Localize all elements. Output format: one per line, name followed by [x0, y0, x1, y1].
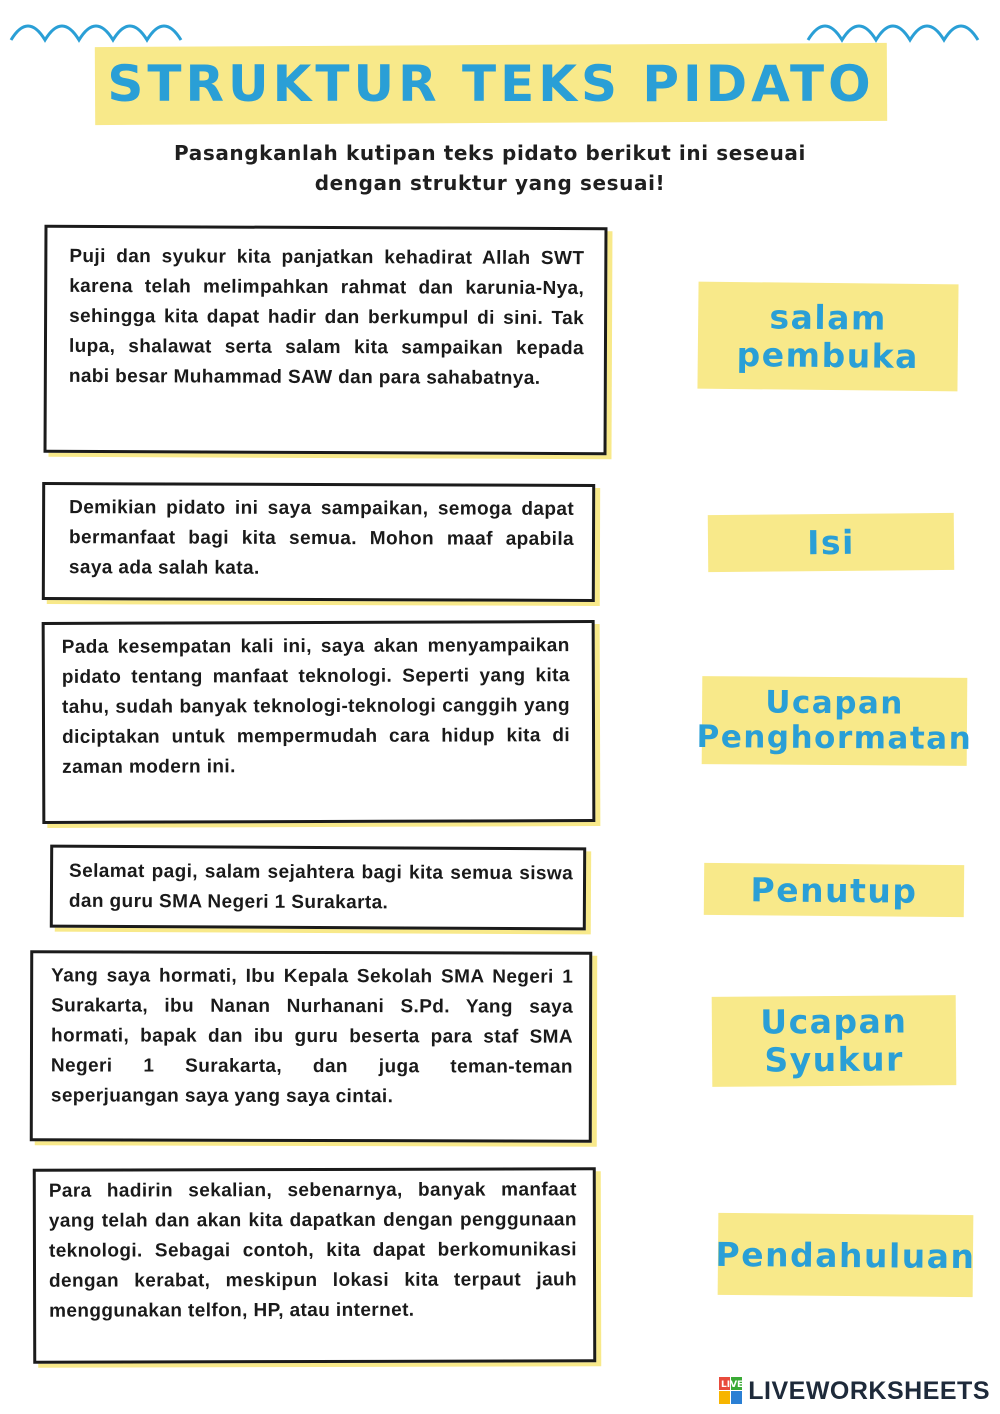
excerpt-text: Selamat pagi, salam sejahtera bagi kita semua siswa dan guru SMA Negeri 1 Surakarta. [68, 860, 574, 914]
page-title: STRUKTUR TEKS PIDATO [107, 55, 875, 113]
excerpt-card-2[interactable] [42, 482, 595, 602]
excerpt-card-4[interactable] [50, 845, 586, 931]
excerpt-text: Pada kesempatan kali ini, saya akan menyampaikan pidato tentang manfaat teknologi. Seperti yang kita tahu, sudah banyak teknologi-teknologi canggih yang diciptakan untuk mempermudah cara hidup kita di zaman modern ini. [61, 635, 571, 778]
label-penutup[interactable] [704, 863, 964, 917]
liveworksheets-logo [718, 1374, 990, 1408]
excerpt-text: Para hadirin sekalian, sebenarnya, banyak manfaat yang telah dan akan kita dapatkan dengan penggunaan teknologi. Sebagai contoh, kita dapat berkomunikasi dengan kerabat, meskipun lokasi kita terpaut jauh menggunakan telfon, HP, atau internet. [48, 1179, 578, 1322]
excerpt-card-5[interactable] [30, 950, 592, 1142]
instruction-line-2: dengan struktur yang sesuai! [314, 171, 666, 195]
instruction-text [110, 138, 870, 198]
liveworksheets-logo-icon [718, 1376, 744, 1406]
excerpt-card-3[interactable] [42, 620, 596, 824]
label-line-2: pembuka [736, 334, 920, 376]
label-line-2: Penghormatan [696, 719, 973, 757]
label-isi[interactable] [708, 513, 954, 572]
label-line-1: Ucapan [765, 684, 905, 722]
excerpt-card-1[interactable] [44, 225, 608, 455]
label-line-1: Ucapan [760, 1001, 908, 1042]
excerpt-text: Puji dan syukur kita panjatkan kehadirat Allah SWT karena telah melimpahkan rahmat dan karunia-Nya, sehingga kita dapat hadir dan berkumpul di sini. Tak lupa, shalawat serta salam kita sampaikan kepada nabi besar Muhammad SAW dan para sahabatnya. [68, 245, 585, 389]
label-line-2: Syukur [764, 1039, 904, 1080]
scallop-decoration-right [805, 8, 995, 44]
excerpt-text: Yang saya hormati, Ibu Kepala Sekolah SMA Negeri 1 Surakarta, ibu Nanan Nurhanani S.Pd. Yang saya hormati, bapak dan ibu guru beserta para staf SMA Negeri 1 Surakarta, dan juga teman-teman seperjuangan saya yang saya cintai. [50, 965, 574, 1108]
scallop-decoration-left [8, 8, 193, 44]
label-ucapan-syukur[interactable] [712, 995, 957, 1087]
label-line-1: Penutup [750, 869, 918, 911]
label-pendahuluan[interactable] [715, 1213, 976, 1297]
excerpt-card-6[interactable] [33, 1167, 597, 1363]
label-ucapan-penghormatan[interactable] [696, 676, 973, 766]
instruction-line-1: Pasangkanlah kutipan teks pidato berikut ini seseuai [174, 141, 806, 165]
liveworksheets-brand: LIVEWORKSHEETS [748, 1376, 990, 1405]
label-line-1: Pendahuluan [715, 1234, 976, 1276]
label-line-1: Isi [806, 522, 856, 563]
label-line-1: salam [769, 296, 888, 338]
excerpt-text: Demikian pidato ini saya sampaikan, semoga dapat bermanfaat bagi kita semua. Mohon maaf apabila saya ada salah kata. [68, 497, 575, 579]
label-salam-pembuka[interactable] [697, 282, 958, 392]
logo-mark-text: LIVE [721, 1380, 744, 1390]
